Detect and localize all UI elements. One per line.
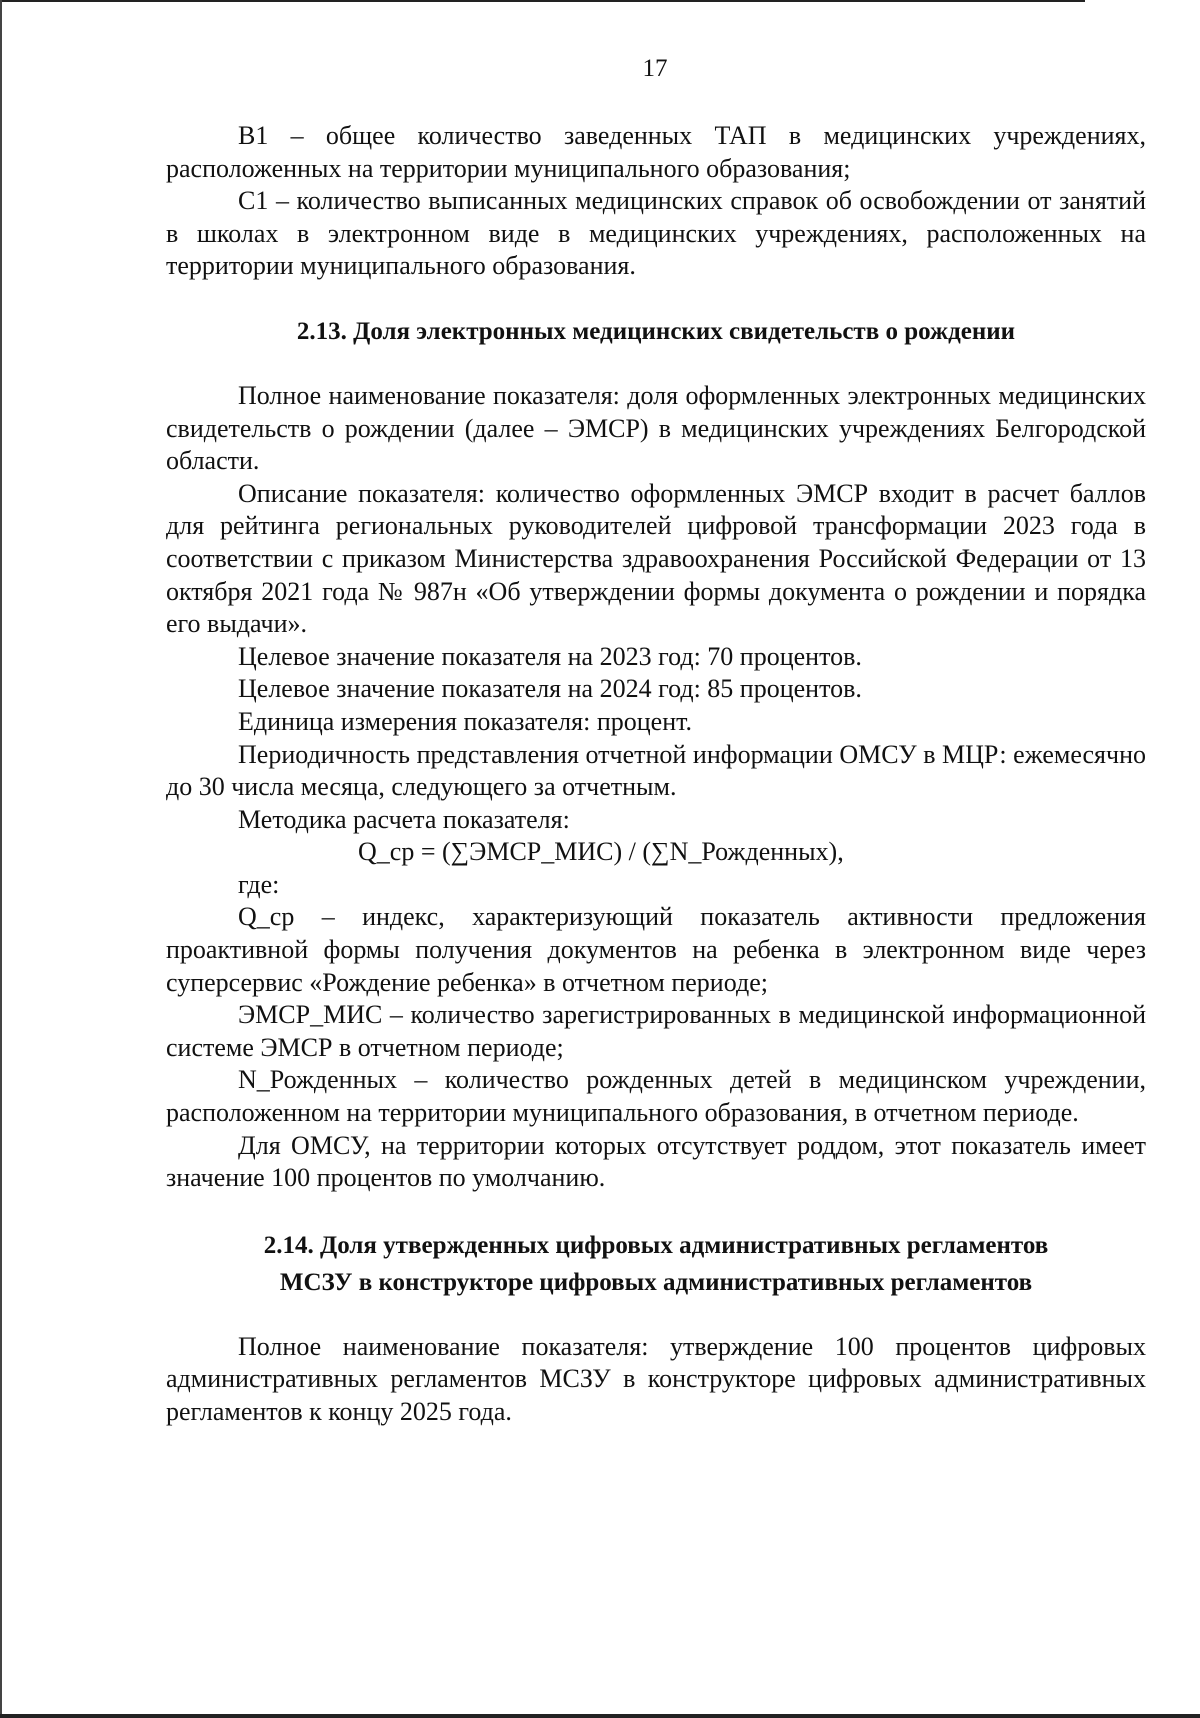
section-heading-2-14-line2: МСЗУ в конструкторе цифровых административных регламентов <box>279 1268 1033 1296</box>
scan-border-top <box>0 0 1085 2</box>
paragraph-b1: B1 – общее количество заведенных ТАП в медицинских учреждениях, расположенных на территории муниципального образования; <box>166 121 1146 183</box>
formula: Q_ср = (∑ЭМСР_МИС) / (∑N_Рожденных), <box>358 837 844 867</box>
paragraph-full-name: Полное наименование показателя: доля оформленных электронных медицинских свидетельств о рождении (далее – ЭМСР) в медицинских учреждениях Белгородской области. <box>166 380 1146 476</box>
paragraph-c1: C1 – количество выписанных медицинских справок об освобождении от занятий в школах в электронном виде в медицинских учреждениях, расположенных на территории муниципального образования. <box>166 186 1146 281</box>
paragraph-default-value: Для ОМСУ, на территории которых отсутствует роддом, этот показатель имеет значение 100 процентов по умолчанию. <box>166 1130 1146 1193</box>
section-heading-2-14-line1: 2.14. Доля утвержденных цифровых административных регламентов <box>263 1231 1049 1259</box>
page-number: 17 <box>642 55 668 82</box>
definition-n-rozhdennyh: N_Рожденных – количество рожденных детей в медицинском учреждении, расположенном на территории муниципального образования, в отчетном периоде. <box>166 1065 1146 1128</box>
section-heading-2-13: 2.13. Доля электронных медицинских свидетельств о рождении <box>296 317 1016 345</box>
paragraph-periodicity: Периодичность представления отчетной информации ОМСУ в МЦР: ежемесячно до 30 числа месяца, следующего за отчетным. <box>166 739 1146 802</box>
paragraph-214-full-name: Полное наименование показателя: утверждение 100 процентов цифровых административных регламентов МСЗУ в конструкторе цифровых административных регламентов к концу 2025 года. <box>166 1331 1146 1426</box>
section-heading-2-14 <box>166 1227 1146 1301</box>
paragraph-method: Методика расчета показателя: <box>238 804 570 834</box>
paragraph-description: Описание показателя: количество оформленных ЭМСР входит в расчет баллов для рейтинга региональных руководителей цифровой трансформации 2023 года в соответствии с приказом Министерства здравоохранения Российской Федерации от 13 октября 2021 года № 987н «Об утверждении формы документа о рождении и порядка его выдачи». <box>166 478 1146 639</box>
paragraph-where: где: <box>238 869 280 899</box>
definition-emsr-mis: ЭМСР_МИС – количество зарегистрированных в медицинской информационной системе ЭМСР в отчетном периоде; <box>166 1000 1146 1062</box>
paragraph-unit: Единица измерения показателя: процент. <box>238 706 693 736</box>
document-body <box>166 120 1146 1429</box>
paragraph-target-2024: Целевое значение показателя на 2024 год: 85 процентов. <box>238 674 862 704</box>
scan-border-left <box>0 0 2 1718</box>
scan-border-bottom <box>0 1714 1200 1718</box>
paragraph-target-2023: Целевое значение показателя на 2023 год: 70 процентов. <box>238 641 862 671</box>
definition-q-sr: Q_ср – индекс, характеризующий показатель активности предложения проактивной формы получения документов на ребенка в электронном виде через суперсервис «Рождение ребенка» в отчетном периоде; <box>166 902 1146 997</box>
